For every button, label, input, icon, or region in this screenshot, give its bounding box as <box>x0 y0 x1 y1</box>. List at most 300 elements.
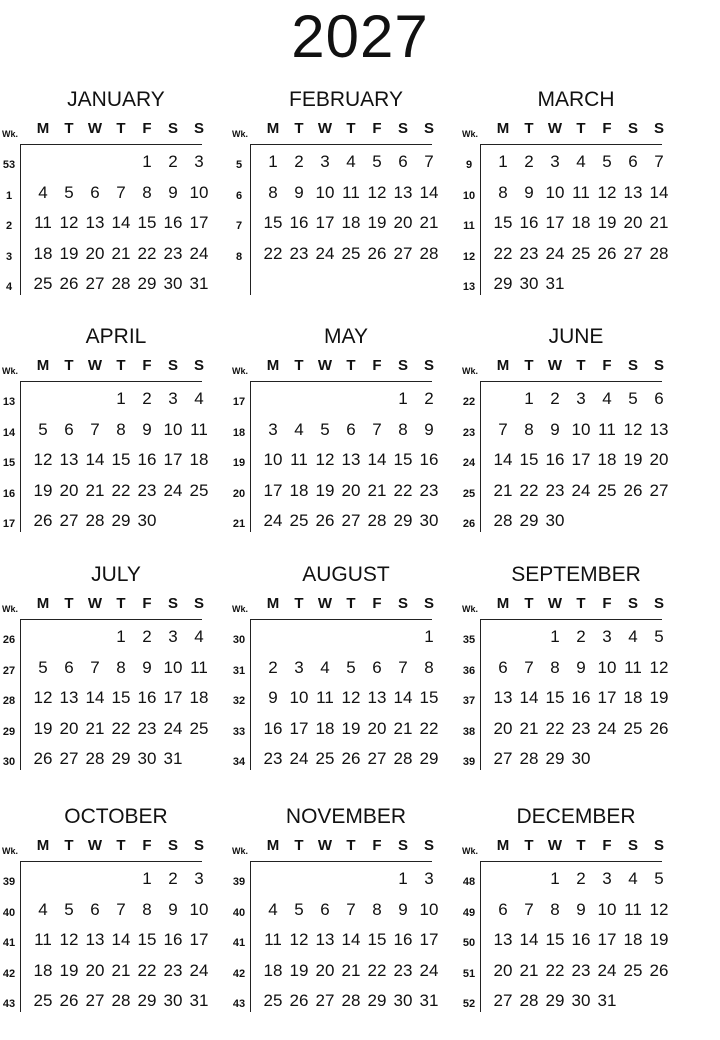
header-divider <box>480 619 662 620</box>
day-cell: 11 <box>624 899 642 919</box>
day-cell: 15 <box>111 450 131 469</box>
day-cell: 14 <box>111 930 131 949</box>
day-cell: 23 <box>393 960 413 980</box>
week-row <box>460 509 692 537</box>
day-cell: 22 <box>137 243 157 263</box>
day-cell: 22 <box>545 718 565 738</box>
weekday-label: W <box>87 837 103 854</box>
day-cell: 10 <box>315 182 335 202</box>
day-cell: 6 <box>372 657 382 677</box>
day-cell: 27 <box>493 749 513 768</box>
day-cell: 17 <box>571 450 591 469</box>
weekday-label: F <box>372 120 382 137</box>
day-cell: 17 <box>163 688 183 707</box>
day-cell: 16 <box>519 213 539 232</box>
day-cell: 24 <box>545 243 565 263</box>
day-cell: 24 <box>163 718 183 738</box>
day-cell: 13 <box>85 930 105 949</box>
day-cell: 6 <box>498 657 508 677</box>
week-number: 4 <box>5 281 13 293</box>
weekday-label: T <box>524 595 534 612</box>
week-row <box>230 479 462 507</box>
day-cell: 4 <box>628 869 638 888</box>
weekday-label: W <box>87 357 103 374</box>
day-cell: 11 <box>34 930 52 949</box>
week-number: 35 <box>462 634 476 646</box>
day-cell: 12 <box>367 182 387 202</box>
weekday-label: S <box>193 357 204 374</box>
day-cell: 4 <box>194 389 204 408</box>
day-cell: 14 <box>85 688 105 707</box>
weekday-label: T <box>576 837 586 854</box>
week-number: 18 <box>232 426 246 439</box>
weekday-label: T <box>524 357 534 374</box>
day-cell: 14 <box>85 450 105 469</box>
day-cell: 1 <box>268 152 278 171</box>
week-number: 31 <box>232 664 246 677</box>
day-cell: 1 <box>116 389 126 408</box>
week-row <box>0 150 232 178</box>
day-cell: 23 <box>571 718 591 738</box>
month-name: JULY <box>91 563 141 586</box>
weekday-label: T <box>524 837 534 854</box>
day-cell: 2 <box>550 389 560 408</box>
month-block <box>230 563 462 778</box>
weekday-label: M <box>266 837 280 854</box>
day-cell: 12 <box>59 930 79 949</box>
weekday-label: T <box>346 595 356 612</box>
day-cell: 29 <box>545 991 565 1010</box>
week-label: Wk. <box>232 604 249 614</box>
day-cell: 16 <box>419 450 439 469</box>
day-cell: 23 <box>571 960 591 980</box>
weekday-label: M <box>496 120 510 137</box>
day-cell: 17 <box>263 480 283 500</box>
week-row <box>0 717 232 745</box>
day-cell: 7 <box>424 152 434 171</box>
week-row <box>460 989 692 1017</box>
day-cell: 29 <box>111 511 131 530</box>
week-row <box>0 387 232 415</box>
day-cell: 19 <box>341 718 361 738</box>
day-cell: 5 <box>654 627 664 646</box>
day-cell: 27 <box>341 511 361 530</box>
day-cell: 16 <box>571 930 591 949</box>
weekday-label: S <box>397 837 408 854</box>
week-row <box>230 747 462 775</box>
weekday-label: T <box>576 357 586 374</box>
day-cell: 25 <box>189 480 209 500</box>
day-cell: 30 <box>393 991 413 1010</box>
day-cell: 21 <box>393 718 413 738</box>
weekday-label: T <box>116 837 126 854</box>
day-cell: 17 <box>163 450 183 469</box>
day-cell: 6 <box>320 899 330 919</box>
day-cell: 5 <box>628 389 638 408</box>
weekday-label: F <box>602 357 612 374</box>
day-cell: 5 <box>320 419 330 439</box>
day-cell: 16 <box>571 688 591 707</box>
header-divider <box>250 381 432 382</box>
week-number: 8 <box>235 250 243 263</box>
weekday-label: S <box>167 595 178 612</box>
weekday-label: W <box>317 595 333 612</box>
day-cell: 17 <box>545 213 565 232</box>
weekday-label: T <box>346 357 356 374</box>
week-number: 12 <box>462 250 476 263</box>
week-label: Wk. <box>462 604 479 614</box>
day-cell: 7 <box>524 657 534 677</box>
day-cell: 12 <box>289 930 309 949</box>
weekday-label: T <box>64 120 74 137</box>
day-cell: 3 <box>168 627 178 646</box>
day-cell: 21 <box>493 480 513 500</box>
day-cell: 7 <box>654 152 664 171</box>
day-cell: 10 <box>163 419 183 439</box>
day-cell: 13 <box>59 450 79 469</box>
day-cell: 4 <box>602 389 612 408</box>
day-cell: 25 <box>315 749 335 768</box>
day-cell: 22 <box>393 480 413 500</box>
day-cell: 10 <box>545 182 565 202</box>
weekday-label: F <box>142 595 152 612</box>
day-cell: 8 <box>550 899 560 919</box>
week-row <box>0 509 232 537</box>
day-cell: 9 <box>550 419 560 439</box>
day-cell: 3 <box>320 152 330 171</box>
weekday-label: W <box>547 357 563 374</box>
day-cell: 9 <box>268 688 278 707</box>
day-cell: 15 <box>111 688 131 707</box>
week-number: 50 <box>462 937 476 949</box>
day-cell: 22 <box>419 718 439 738</box>
day-cell: 1 <box>142 869 152 888</box>
day-cell: 24 <box>597 718 617 738</box>
week-row <box>230 181 462 209</box>
day-cell: 20 <box>59 718 79 738</box>
day-cell: 28 <box>649 243 669 263</box>
weekday-label: S <box>423 837 434 854</box>
week-row <box>460 747 692 775</box>
day-cell: 22 <box>367 960 387 980</box>
day-cell: 7 <box>116 182 126 202</box>
week-row <box>0 959 232 987</box>
weekday-label: M <box>36 357 50 374</box>
month-block <box>230 325 462 540</box>
day-cell: 28 <box>419 243 439 263</box>
day-cell: 19 <box>367 213 387 232</box>
week-number: 40 <box>2 906 16 919</box>
day-cell: 21 <box>419 213 439 232</box>
day-cell: 16 <box>393 930 413 949</box>
day-cell: 17 <box>419 930 439 949</box>
week-row <box>230 867 462 895</box>
weekday-label: T <box>294 595 304 612</box>
day-cell: 9 <box>142 657 152 677</box>
day-cell: 20 <box>59 480 79 500</box>
week-row <box>230 150 462 178</box>
weekday-label: M <box>266 595 280 612</box>
weekday-label: T <box>64 837 74 854</box>
day-cell: 4 <box>628 627 638 646</box>
day-cell: 26 <box>33 749 53 768</box>
week-row <box>230 448 462 476</box>
week-row <box>460 418 692 446</box>
day-cell: 3 <box>424 869 434 888</box>
day-cell: 26 <box>59 991 79 1010</box>
weekday-label: F <box>602 120 612 137</box>
weekday-label: S <box>627 837 638 854</box>
weekday-label: T <box>116 357 126 374</box>
week-label: Wk. <box>2 846 19 856</box>
month-block <box>0 563 232 778</box>
day-cell: 8 <box>424 657 434 677</box>
day-cell: 6 <box>498 899 508 919</box>
week-number: 19 <box>232 457 246 469</box>
day-cell: 7 <box>398 657 408 677</box>
month-name: DECEMBER <box>516 805 636 828</box>
week-number: 30 <box>232 634 246 646</box>
day-cell: 29 <box>545 749 565 768</box>
week-number: 23 <box>462 426 476 439</box>
week-number: 41 <box>232 937 246 949</box>
day-cell: 5 <box>38 419 48 439</box>
day-cell: 2 <box>294 152 304 171</box>
week-number: 22 <box>462 396 476 408</box>
day-cell: 23 <box>137 718 157 738</box>
weekday-label: S <box>653 357 664 374</box>
day-cell: 6 <box>64 419 74 439</box>
day-cell: 31 <box>545 274 565 293</box>
month-name: APRIL <box>85 325 147 348</box>
day-cell: 30 <box>137 511 157 530</box>
week-label: Wk. <box>462 366 479 376</box>
day-cell: 21 <box>519 960 539 980</box>
day-cell: 1 <box>398 389 408 408</box>
day-cell: 13 <box>493 930 513 949</box>
day-cell: 18 <box>263 960 283 980</box>
weekday-label: S <box>423 120 434 137</box>
day-cell: 20 <box>649 450 669 469</box>
header-divider <box>250 619 432 620</box>
header-divider <box>20 144 202 145</box>
day-cell: 11 <box>190 657 208 677</box>
day-cell: 5 <box>346 657 356 677</box>
day-cell: 25 <box>571 243 591 263</box>
header-divider <box>20 381 202 382</box>
week-number: 48 <box>462 876 476 888</box>
day-cell: 8 <box>116 657 126 677</box>
week-number: 29 <box>2 725 16 738</box>
week-label: Wk. <box>232 129 249 139</box>
weekday-label: T <box>346 837 356 854</box>
week-label: Wk. <box>2 129 19 139</box>
day-cell: 2 <box>142 389 152 408</box>
day-cell: 24 <box>597 960 617 980</box>
day-cell: 6 <box>398 152 408 171</box>
week-number: 26 <box>462 518 476 530</box>
day-cell: 24 <box>289 749 309 768</box>
day-cell: 18 <box>189 688 209 707</box>
day-cell: 3 <box>576 389 586 408</box>
day-cell: 8 <box>142 182 152 202</box>
week-number: 39 <box>232 876 246 888</box>
day-cell: 2 <box>576 869 586 888</box>
week-number: 6 <box>235 189 243 202</box>
day-cell: 26 <box>315 511 335 530</box>
day-cell: 28 <box>111 991 131 1010</box>
day-cell: 20 <box>315 960 335 980</box>
day-cell: 7 <box>372 419 382 439</box>
day-cell: 2 <box>142 627 152 646</box>
week-row <box>460 448 692 476</box>
day-cell: 2 <box>576 627 586 646</box>
day-cell: 24 <box>189 243 209 263</box>
day-cell: 23 <box>137 480 157 500</box>
week-number: 42 <box>2 967 16 980</box>
day-cell: 17 <box>597 930 617 949</box>
day-cell: 15 <box>519 450 539 469</box>
day-cell: 17 <box>315 213 335 232</box>
week-number: 40 <box>232 906 246 919</box>
day-cell: 9 <box>398 899 408 919</box>
day-cell: 2 <box>424 389 434 408</box>
week-row <box>460 656 692 684</box>
day-cell: 28 <box>85 749 105 768</box>
day-cell: 24 <box>571 480 591 500</box>
day-cell: 25 <box>263 991 283 1010</box>
weekday-label: S <box>397 357 408 374</box>
week-label: Wk. <box>462 846 479 856</box>
day-cell: 19 <box>59 243 79 263</box>
week-number: 14 <box>2 426 16 439</box>
day-cell: 7 <box>524 899 534 919</box>
day-cell: 28 <box>519 749 539 768</box>
week-row <box>0 418 232 446</box>
week-number: 16 <box>2 487 16 500</box>
day-cell: 1 <box>398 869 408 888</box>
week-number: 11 <box>463 220 475 232</box>
day-cell: 18 <box>33 960 53 980</box>
day-cell: 26 <box>33 511 53 530</box>
day-cell: 10 <box>597 899 617 919</box>
day-cell: 14 <box>493 450 513 469</box>
day-cell: 26 <box>649 960 669 980</box>
weekday-label: S <box>653 120 664 137</box>
day-cell: 7 <box>346 899 356 919</box>
weekday-label: M <box>266 357 280 374</box>
week-row <box>230 898 462 926</box>
weekday-label: S <box>423 357 434 374</box>
day-cell: 30 <box>571 991 591 1010</box>
week-number: 37 <box>462 695 476 707</box>
day-cell: 8 <box>372 899 382 919</box>
week-row <box>230 625 462 653</box>
week-number: 39 <box>2 876 16 888</box>
month-block <box>460 563 692 778</box>
day-cell: 17 <box>289 718 309 738</box>
day-cell: 16 <box>163 213 183 232</box>
week-row <box>230 717 462 745</box>
day-cell: 4 <box>268 899 278 919</box>
day-cell: 1 <box>524 389 534 408</box>
day-cell: 23 <box>519 243 539 263</box>
month-name: AUGUST <box>302 563 390 586</box>
day-cell: 2 <box>524 152 534 171</box>
day-cell: 29 <box>111 749 131 768</box>
day-cell: 22 <box>519 480 539 500</box>
day-cell: 4 <box>194 627 204 646</box>
weekday-label: T <box>576 595 586 612</box>
weekday-label: F <box>372 595 382 612</box>
weekday-label: S <box>193 120 204 137</box>
day-cell: 21 <box>85 480 105 500</box>
day-cell: 16 <box>263 718 283 738</box>
week-number: 52 <box>462 998 476 1010</box>
day-cell: 5 <box>602 152 612 171</box>
day-cell: 2 <box>168 869 178 888</box>
day-cell: 25 <box>189 718 209 738</box>
day-cell: 7 <box>90 419 100 439</box>
day-cell: 12 <box>315 450 335 469</box>
week-row <box>0 242 232 270</box>
week-row <box>460 181 692 209</box>
weekday-label: S <box>653 595 664 612</box>
day-cell: 14 <box>111 213 131 232</box>
day-cell: 18 <box>623 930 643 949</box>
day-cell: 19 <box>315 480 335 500</box>
day-cell: 27 <box>85 274 105 293</box>
day-cell: 11 <box>572 182 590 202</box>
day-cell: 28 <box>393 749 413 768</box>
day-cell: 23 <box>419 480 439 500</box>
weekday-header <box>460 595 692 617</box>
week-row <box>230 928 462 956</box>
week-label: Wk. <box>232 846 249 856</box>
day-cell: 19 <box>623 450 643 469</box>
weekday-label: S <box>397 595 408 612</box>
weekday-label: T <box>64 595 74 612</box>
week-row <box>460 867 692 895</box>
day-cell: 15 <box>545 930 565 949</box>
day-cell: 26 <box>623 480 643 500</box>
weekday-header <box>230 595 462 617</box>
day-cell: 28 <box>519 991 539 1010</box>
week-row <box>460 686 692 714</box>
day-cell: 23 <box>163 960 183 980</box>
week-row <box>0 867 232 895</box>
day-cell: 12 <box>341 688 361 707</box>
day-cell: 21 <box>341 960 361 980</box>
week-number: 43 <box>2 998 16 1010</box>
week-number: 33 <box>232 725 246 738</box>
week-row <box>0 211 232 239</box>
day-cell: 30 <box>571 749 591 768</box>
weekday-label: T <box>116 595 126 612</box>
day-cell: 5 <box>38 657 48 677</box>
month-name: JANUARY <box>67 88 165 111</box>
weekday-label: F <box>602 595 612 612</box>
day-cell: 27 <box>59 511 79 530</box>
week-number: 1 <box>5 189 13 202</box>
week-row <box>460 272 692 300</box>
week-number: 32 <box>232 695 246 707</box>
week-number: 27 <box>2 664 16 677</box>
day-cell: 25 <box>623 718 643 738</box>
weekday-label: T <box>294 120 304 137</box>
day-cell: 13 <box>393 182 413 202</box>
day-cell: 17 <box>597 688 617 707</box>
